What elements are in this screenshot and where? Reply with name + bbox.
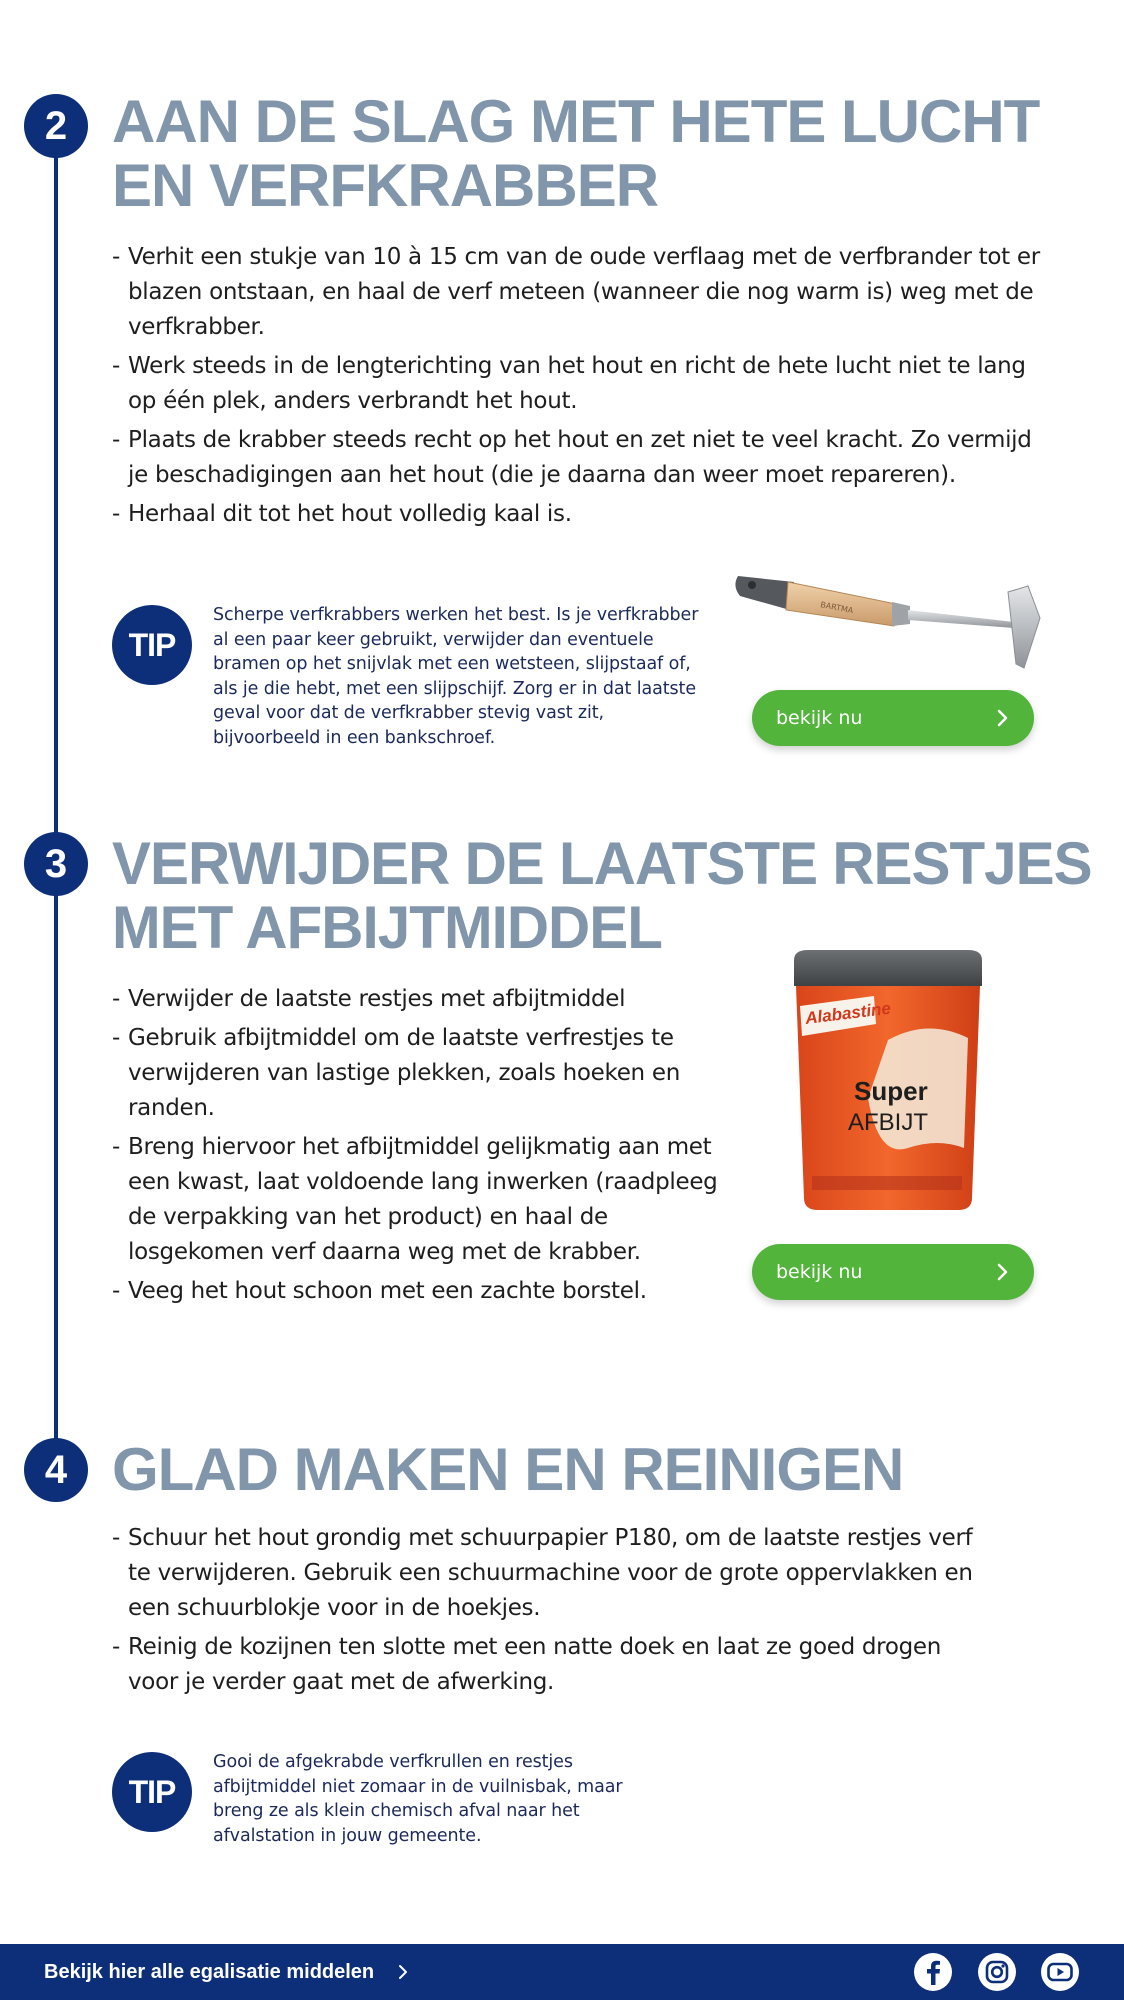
egalisatie-middelen-link[interactable] — [44, 1961, 410, 1984]
heading-line: VERWIJDER DE LAATSTE RESTJES — [112, 830, 1092, 897]
tip-text: Scherpe verfkrabbers werken het best. Is je verfkrabber al een paar keer gebruikt, verwijder dan eventuele bramen op het snijvlak met een wetsteen, slijpstaaf of, als je die hebt, met een slijpschijf. Zorg er in dat laatste geval voor dat de verfkrabber stevig vast zit, bijvoorbeeld in een bankschroef. — [213, 605, 699, 748]
step-2-bullets — [112, 240, 1042, 536]
step-4-bullets — [112, 1521, 982, 1704]
heading-line: AAN DE SLAG MET HETE LUCHT — [112, 88, 1040, 155]
list-item: - Herhaal dit tot het hout volledig kaal is. — [112, 497, 1042, 532]
step-3-bullets — [112, 982, 722, 1313]
paint-scraper-image[interactable] — [728, 552, 1048, 672]
list-item: - Breng hiervoor het afbijtmiddel gelijkmatig aan met een kwast, laat voldoende lang inwerken (raadpleeg de verpakking van het product) en haal de losgekomen verf daarna weg met de krabber. — [112, 1130, 722, 1270]
list-item: - Gebruik afbijtmiddel om de laatste verfrestjes te verwijderen van lastige plekken, zoals hoeken en randen. — [112, 1021, 722, 1126]
list-item: - Veeg het hout schoon met een zachte borstel. — [112, 1274, 722, 1309]
step-number-3: 3 — [24, 832, 88, 896]
cta-label: bekijk nu — [776, 1261, 863, 1283]
step-number-2: 2 — [24, 94, 88, 158]
list-item: - Plaats de krabber steeds recht op het hout en zet niet te veel kracht. Zo vermijd je beschadigingen aan het hout (die je daarna dan weer moet repareren). — [112, 423, 1042, 493]
list-item: - Verhit een stukje van 10 à 15 cm van de oude verflaag met de verfbrander tot er blazen ontstaan, en haal de verf meteen (wanneer die nog warm is) weg met de verfkrabber. — [112, 240, 1042, 345]
alabastine-super-afbijt-image[interactable] — [788, 948, 988, 1218]
footer-link-label: Bekijk hier alle egalisatie middelen — [44, 1960, 375, 1983]
list-item: - Werk steeds in de lengterichting van het hout en richt de hete lucht niet te lang op één plek, anders verbrandt het hout. — [112, 349, 1042, 419]
heading-line: GLAD MAKEN EN REINIGEN — [112, 1436, 904, 1503]
chevron-right-icon — [396, 1964, 410, 1980]
heading-line: EN VERFKRABBER — [112, 152, 659, 219]
facebook-icon[interactable] — [913, 1952, 953, 1992]
heading-line: MET AFBIJTMIDDEL — [112, 894, 662, 961]
bekijk-nu-button-afbijt[interactable] — [752, 1244, 1034, 1300]
bekijk-nu-button-scraper[interactable] — [752, 690, 1034, 746]
chevron-right-icon — [992, 708, 1012, 728]
product-brand: Alabastine — [804, 998, 892, 1028]
timeline-line — [54, 130, 58, 1470]
step-3-heading — [112, 830, 1092, 961]
list-item: - Schuur het hout grondig met schuurpapier P180, om de laatste restjes verf te verwijderen. Gebruik een schuurmachine voor de grote oppervlakken en een schuurblokje voor in de hoekjes. — [112, 1521, 982, 1626]
list-item: - Reinig de kozijnen ten slotte met een natte doek en laat ze goed drogen voor je verder gaat met de afwerking. — [112, 1630, 982, 1700]
list-item: - Verwijder de laatste restjes met afbijtmiddel — [112, 982, 722, 1017]
scraper-brand-label: BARTMA — [819, 600, 854, 616]
product-name-line2: AFBIJT — [848, 1109, 929, 1136]
instagram-icon[interactable] — [977, 1952, 1017, 1992]
cta-label: bekijk nu — [776, 707, 863, 729]
footer-bar — [0, 1944, 1124, 2000]
chevron-right-icon — [992, 1262, 1012, 1282]
step-number-4: 4 — [24, 1438, 88, 1502]
tip-badge: TIP — [112, 605, 192, 685]
youtube-icon[interactable] — [1040, 1952, 1080, 1992]
step-4-heading — [112, 1438, 1092, 1502]
tip-text: Gooi de afgekrabde verfkrullen en restjes afbijtmiddel niet zomaar in de vuilnisbak, maar breng ze als klein chemisch afval naar het afvalstation in jouw gemeente. — [213, 1752, 623, 1846]
tip-badge: TIP — [112, 1752, 192, 1832]
step-2-heading — [112, 90, 1092, 218]
product-name-line1: Super — [854, 1076, 928, 1106]
